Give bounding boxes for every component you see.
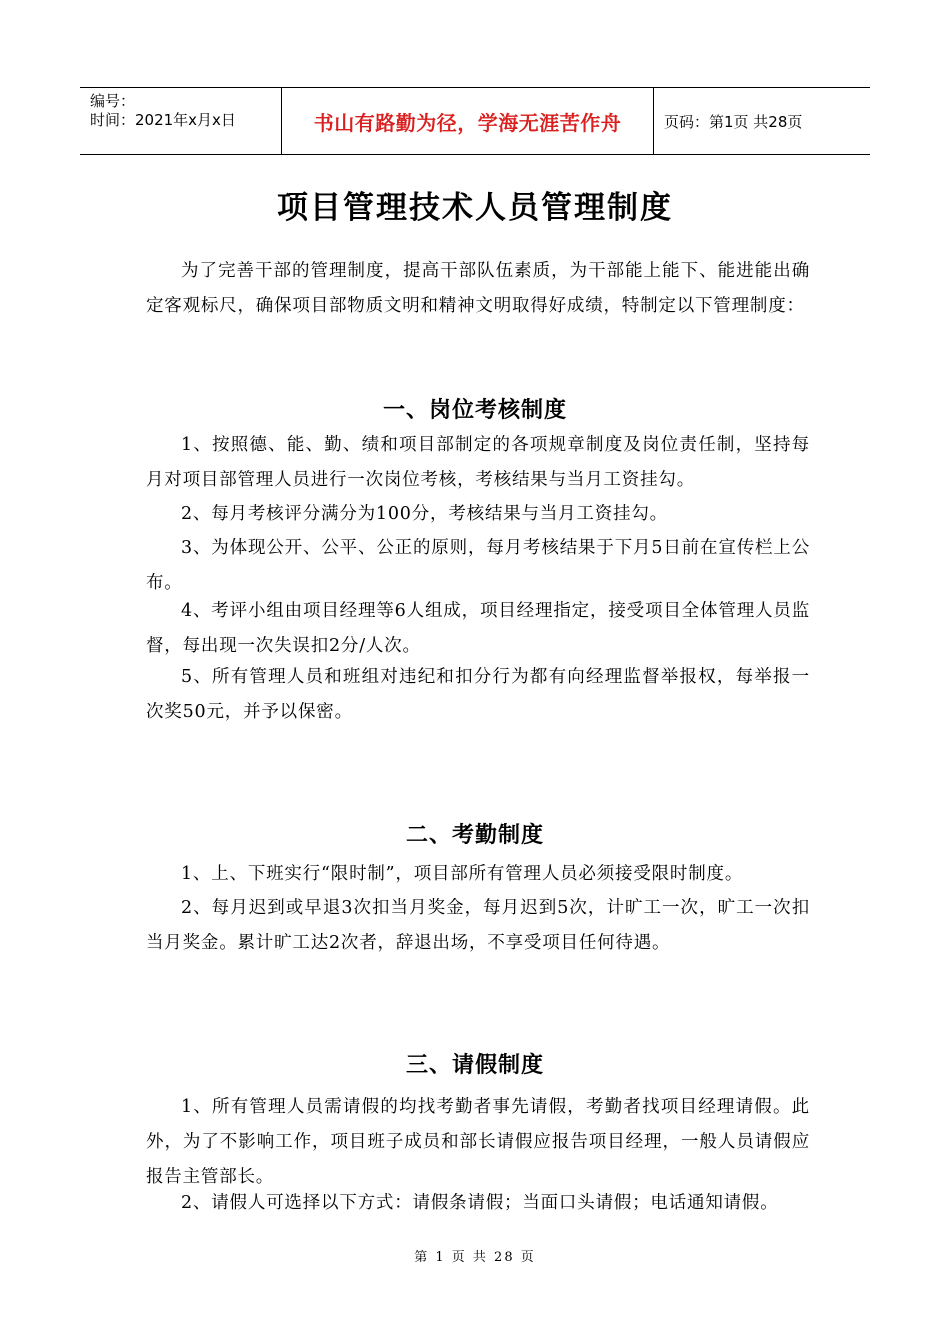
intro-paragraph: 为了完善干部的管理制度，提高干部队伍素质，为干部能上能下、能进能出确定客观标尺，确保项目部物质文明和精神文明取得好成绩，特制定以下管理制度： <box>146 261 810 316</box>
document-title: 项目管理技术人员管理制度 <box>277 190 673 226</box>
section-title-assessment: 一、岗位考核制度 <box>382 398 567 423</box>
page-footer: 第 1 页 共 28 页 <box>414 1250 536 1265</box>
section-title-leave: 三、请假制度 <box>405 1053 544 1078</box>
section-1-paragraph-4: 4、考评小组由项目经理等6人组成，项目经理指定，接受项目全体管理人员监督，每出现一次失误扣2分/人次。 <box>146 601 810 656</box>
section-2-paragraph-2: 2、每月迟到或早退3次扣当月奖金，每月迟到5次，计旷工一次，旷工一次扣当月奖金。累计旷工达2次者，辞退出场，不享受项目任何待遇。 <box>146 898 810 953</box>
section-2-paragraph-1: 1、上、下班实行“限时制”，项目部所有管理人员必须接受限时制度。 <box>181 864 744 884</box>
section-1-paragraph-5: 5、所有管理人员和班组对违纪和扣分行为都有向经理监督举报权，每举报一次奖50元，并予以保密。 <box>146 667 810 722</box>
document-number-label: 编号： <box>90 92 136 110</box>
section-1-paragraph-2: 2、每月考核评分满分为100分，考核结果与当月工资挂勾。 <box>181 504 668 524</box>
document-time-label: 时间：2021年x月x日 <box>90 111 236 129</box>
section-3-paragraph-1: 1、所有管理人员需请假的均找考勤者事先请假，考勤者找项目经理请假。此外，为了不影响工作，项目班子成员和部长请假应报告项目经理，一般人员请假应报告主管部长。 <box>146 1097 810 1187</box>
header-motto: 书山有路勤为径，学海无涯苦作舟 <box>281 88 654 154</box>
header-meta-cell <box>80 88 281 154</box>
section-3-paragraph-2: 2、请假人可选择以下方式：请假条请假；当面口头请假；电话通知请假。 <box>181 1193 779 1213</box>
section-title-attendance: 二、考勤制度 <box>405 823 544 848</box>
document-header <box>80 87 870 155</box>
header-page-info: 页码：第1页 共28页 <box>664 112 803 131</box>
section-1-paragraph-3: 3、为体现公开、公平、公正的原则，每月考核结果于下月5日前在宣传栏上公布。 <box>146 538 810 593</box>
section-1-paragraph-1: 1、按照德、能、勤、绩和项目部制定的各项规章制度及岗位责任制，坚持每月对项目部管理人员进行一次岗位考核，考核结果与当月工资挂勾。 <box>146 435 810 490</box>
